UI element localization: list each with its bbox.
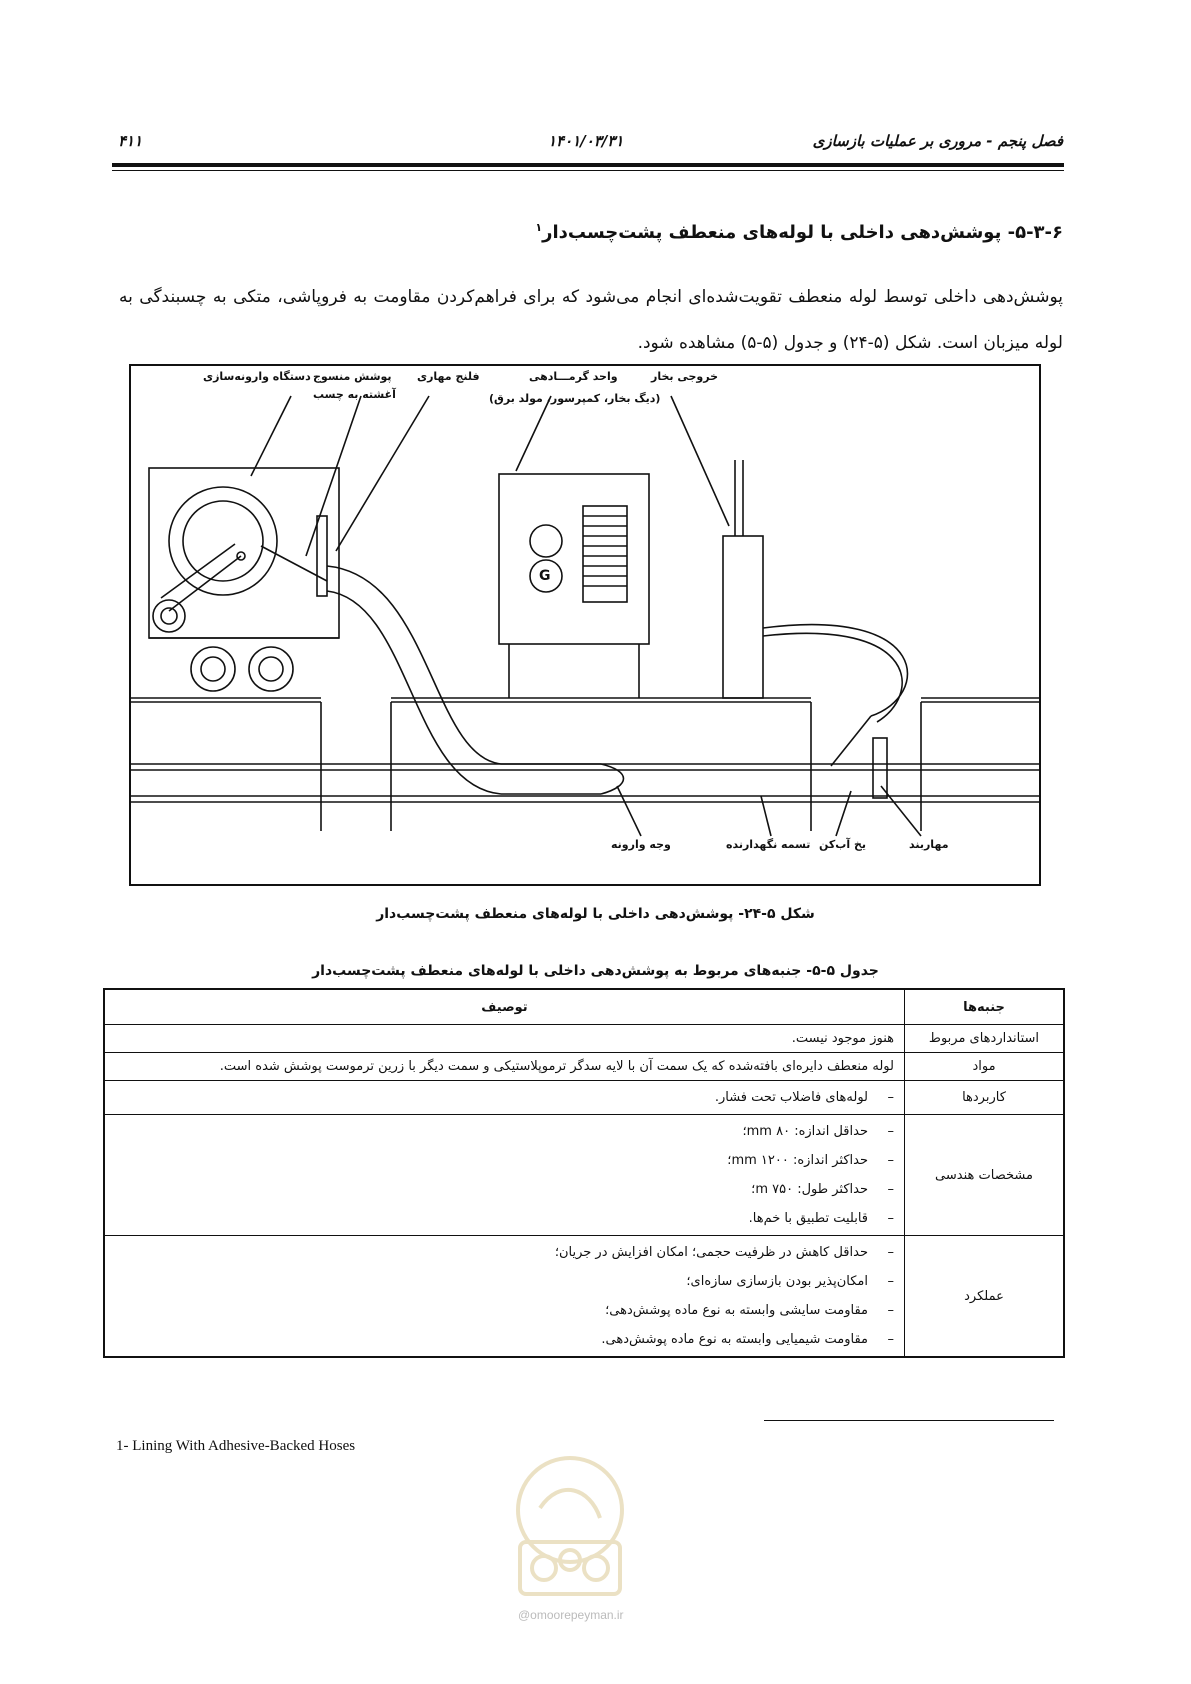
- label-fabric-liner-2: آغشته به چسب: [313, 388, 396, 401]
- label-heating-unit-detail: (دیگ بخار، کمپرسور، مولد برق): [489, 392, 661, 405]
- row-aspect: عملکرد: [905, 1236, 1065, 1358]
- table-row: [104, 1115, 1064, 1236]
- row-aspect: کاربردها: [905, 1081, 1065, 1115]
- bullet-text: مقاومت شیمیایی وابسته به نوع ماده پوشش‌دهی.: [601, 1332, 868, 1347]
- bullet-text: حداقل اندازه: ۸۰ mm؛: [742, 1124, 868, 1139]
- label-cooler: یخ آب‌کن: [819, 838, 867, 851]
- row-description: لوله منعطف دایره‌ای بافته‌شده که یک سمت آن با لایه سدگر ترموپلاستیکی و سمت دیگر با زرین ترموست پوشش شده است.: [104, 1053, 905, 1081]
- row-aspect: مواد: [905, 1053, 1065, 1081]
- bullet-line: [115, 1083, 894, 1112]
- bullet-text: لوله‌های فاضلاب تحت فشار.: [714, 1090, 868, 1105]
- bullet-dash: –: [887, 1274, 894, 1289]
- bullet-dash: –: [887, 1245, 894, 1260]
- label-restraint: مهاربند: [909, 838, 949, 851]
- figure-drawing: [131, 366, 1039, 884]
- label-fabric-liner-1: پوشش منسوج: [313, 370, 392, 383]
- label-heating-unit: واحد گرمـــادهی: [529, 370, 618, 383]
- table-row: [104, 1053, 1064, 1081]
- bullet-line: [115, 1267, 894, 1296]
- body-paragraph: پوشش‌دهی داخلی توسط لوله منعطف تقویت‌شده‌ای انجام می‌شود که برای فراهم‌کردن مقاومت به فروپاشی، متکی به چسبندگی به لوله میزبان است. شکل (۵-۲۴) و جدول (۵-۵) مشاهده شود.: [119, 287, 1063, 353]
- watermark-seal-icon: [500, 1448, 640, 1600]
- footnote: 1- Lining With Adhesive-Backed Hoses: [116, 1438, 356, 1454]
- row-aspect: مشخصات هندسی: [905, 1115, 1065, 1236]
- footnote-ref: ۱: [535, 221, 543, 234]
- bullet-line: [115, 1175, 894, 1204]
- label-steam-outlet: خروجی بخار: [651, 370, 719, 383]
- row-description: [104, 1236, 905, 1358]
- figure-caption: شکل ۵-۲۴- پوشش‌دهی داخلی با لوله‌های منعطف پشت‌چسب‌دار: [376, 906, 815, 922]
- bullet-dash: –: [887, 1182, 894, 1197]
- section-title: [535, 221, 1063, 243]
- table-row: [104, 1236, 1064, 1358]
- label-generator-symbol: G: [539, 568, 551, 584]
- table-header-row: [104, 989, 1064, 1025]
- page-number: ۴۱۱: [118, 132, 143, 150]
- header-description: توصیف: [104, 989, 905, 1025]
- bullet-text: حداقل کاهش در ظرفیت حجمی؛ امکان افزایش در جریان؛: [554, 1245, 868, 1260]
- label-inversion-face: وجه وارونه: [611, 838, 671, 851]
- aspects-table: [103, 988, 1065, 1358]
- bullet-dash: –: [887, 1153, 894, 1168]
- label-inversion-unit: دستگاه وارونه‌سازی: [203, 370, 311, 383]
- bullet-text: حداکثر طول: ۷۵۰ m؛: [751, 1182, 868, 1197]
- figure-diagram: [129, 364, 1041, 886]
- row-description: هنوز موجود نیست.: [104, 1025, 905, 1053]
- running-header-date: ۱۴۰۱/۰۳/۳۱: [548, 132, 624, 150]
- watermark-logo: [500, 1448, 640, 1600]
- bullet-dash: –: [887, 1124, 894, 1139]
- bullet-dash: –: [887, 1332, 894, 1347]
- section-title-text: ۵-۳-۶- پوشش‌دهی داخلی با لوله‌های منعطف پشت‌چسب‌دار: [542, 222, 1063, 243]
- footnote-rule: [764, 1420, 1054, 1421]
- bullet-line: [115, 1204, 894, 1233]
- bullet-line: [115, 1238, 894, 1267]
- bullet-text: حداکثر اندازه: ۱۲۰۰ mm؛: [727, 1153, 868, 1168]
- table-row: [104, 1025, 1064, 1053]
- running-header-chapter: فصل پنجم - مروری بر عملیات بازسازی: [812, 132, 1063, 150]
- bullet-dash: –: [887, 1211, 894, 1226]
- label-holding-strap: تسمه نگهدارنده: [726, 838, 811, 851]
- row-description: [104, 1115, 905, 1236]
- watermark-site: @omoorepeyman.ir: [518, 1608, 624, 1622]
- bullet-line: [115, 1296, 894, 1325]
- row-aspect: استانداردهای مربوط: [905, 1025, 1065, 1053]
- header-rule-thick: [112, 163, 1064, 167]
- bullet-line: [115, 1117, 894, 1146]
- row-description: [104, 1081, 905, 1115]
- table-row: [104, 1081, 1064, 1115]
- table-caption: جدول ۵-۵- جنبه‌های مربوط به پوشش‌دهی داخلی با لوله‌های منعطف پشت‌چسب‌دار: [312, 963, 879, 979]
- bullet-text: قابلیت تطبیق با خم‌ها.: [748, 1211, 868, 1226]
- bullet-dash: –: [887, 1303, 894, 1318]
- bullet-dash: –: [887, 1090, 894, 1105]
- header-rule-thin: [112, 170, 1064, 171]
- bullet-text: امکان‌پذیر بودن بازسازی سازه‌ای؛: [686, 1274, 868, 1289]
- bullet-text: مقاومت سایشی وابسته به نوع ماده پوشش‌دهی؛: [605, 1303, 868, 1318]
- bullet-line: [115, 1146, 894, 1175]
- label-flange: فلنج مهاری: [417, 370, 480, 383]
- header-aspect: جنبه‌ها: [905, 989, 1065, 1025]
- bullet-line: [115, 1325, 894, 1354]
